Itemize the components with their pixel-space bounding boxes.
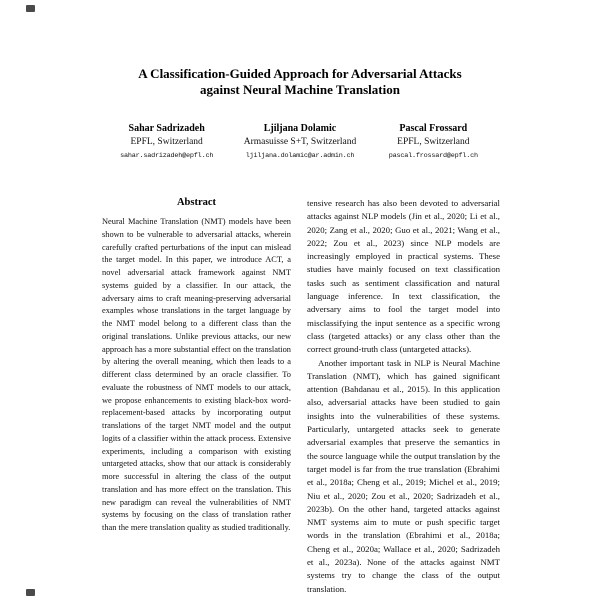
page-edge-artifact-top (26, 5, 35, 12)
body-paragraph-1: tensive research has also been devoted to adversarial attacks against NLP models (Jin et al., 2020; Li et al., 2020; Zang et al., 2020; Guo et al., 2021; Wang et al., 2022; Zou et al., 2023) since NLP models are increasingly employed in practical systems. These studies have mainly focused on text classification tasks such as sentiment classification and natural language inference. In text classification, the adversary aims to fool the target model into misclassifying the input sentence as a specific wrong class (targeted attacks) or any class other than the correct ground-truth class (untargeted attacks). (307, 198, 500, 355)
paper-title-line2: against Neural Machine Translation (200, 82, 400, 97)
abstract-text: Neural Machine Translation (NMT) models have been shown to be vulnerable to adversarial attacks, wherein carefully crafted perturbations of the input can mislead the target model. In this paper, we introduce ACT, a novel adversarial attack framework against NMT systems guided by a classifier. In our attack, the adversary aims to craft meaning-preserving adversarial examples whose translations in the target language by the NMT model belong to a different class than the original translations. Unlike previous attacks, our new approach has a more substantial effect on the translation by altering the overall meaning, which then leads to a different class determined by an oracle classifier. To evaluate the robustness of NMT models to our attack, we propose enhancements to existing black-box word-replacement-based attacks by incorporating output translations of the target NMT model and the output logits of a classifier within the attack process. Extensive experiments, including a comparison with existing untargeted attacks, show that our attack is considerably more successful in altering the class of the output translation and has more effect on the translation. This new paradigm can reveal the vulnerabilities of NMT systems by focusing on the class of translation rather than the mere translation quality as studied traditionally. (102, 217, 291, 532)
right-column (307, 197, 500, 596)
author-block (100, 123, 500, 161)
author-2-email: ljiljana.dolamic@ar.admin.ch (245, 152, 355, 160)
body-paragraph-2: Another important task in NLP is Neural Machine Translation (NMT), which has gained significant attention (Bahdanau et al., 2015). In this application also, adversarial attacks have been studied to gain insights into the vulnerabilities of these systems. Particularly, untargeted attacks seek to generate adversarial examples that preserve the semantics in the source language while the output translation by the target model is far from the true translation (Ebrahimi et al., 2018a; Cheng et al., 2019; Michel et al., 2019; Niu et al., 2020; Zou et al., 2020; Sadrizadeh et al., 2023b). On the other hand, targeted attacks against NMT systems aim to mute or push specific target words in the translation (Ebrahimi et al., 2018a; Cheng et al., 2020a; Wallace et al., 2020; Sadrizadeh et al., 2023a). None of the attacks against NMT systems try to change the class of the output translation. (307, 357, 500, 594)
author-3-email: pascal.frossard@epfl.ch (388, 152, 478, 160)
author-1-name: Sahar Sadrizadeh (128, 123, 205, 134)
author-1-affiliation: EPFL, Switzerland (130, 137, 203, 147)
paper-page (100, 66, 500, 596)
left-column (100, 197, 293, 596)
author-2 (233, 123, 366, 161)
author-1-email: sahar.sadrizadeh@epfl.ch (120, 152, 214, 160)
author-2-affiliation: Armasuisse S+T, Switzerland (243, 137, 357, 147)
author-3-affiliation: EPFL, Switzerland (397, 137, 470, 147)
paper-title-line1: A Classification-Guided Approach for Adversarial Attacks (138, 66, 462, 81)
two-column-body (100, 197, 500, 596)
author-3 (367, 123, 500, 161)
author-3-name: Pascal Frossard (399, 123, 468, 134)
paper-title (100, 66, 500, 98)
author-2-name: Ljiljana Dolamic (263, 123, 337, 134)
abstract-heading: Abstract (176, 197, 217, 208)
page-edge-artifact-bottom (26, 589, 35, 596)
author-1 (100, 123, 233, 161)
